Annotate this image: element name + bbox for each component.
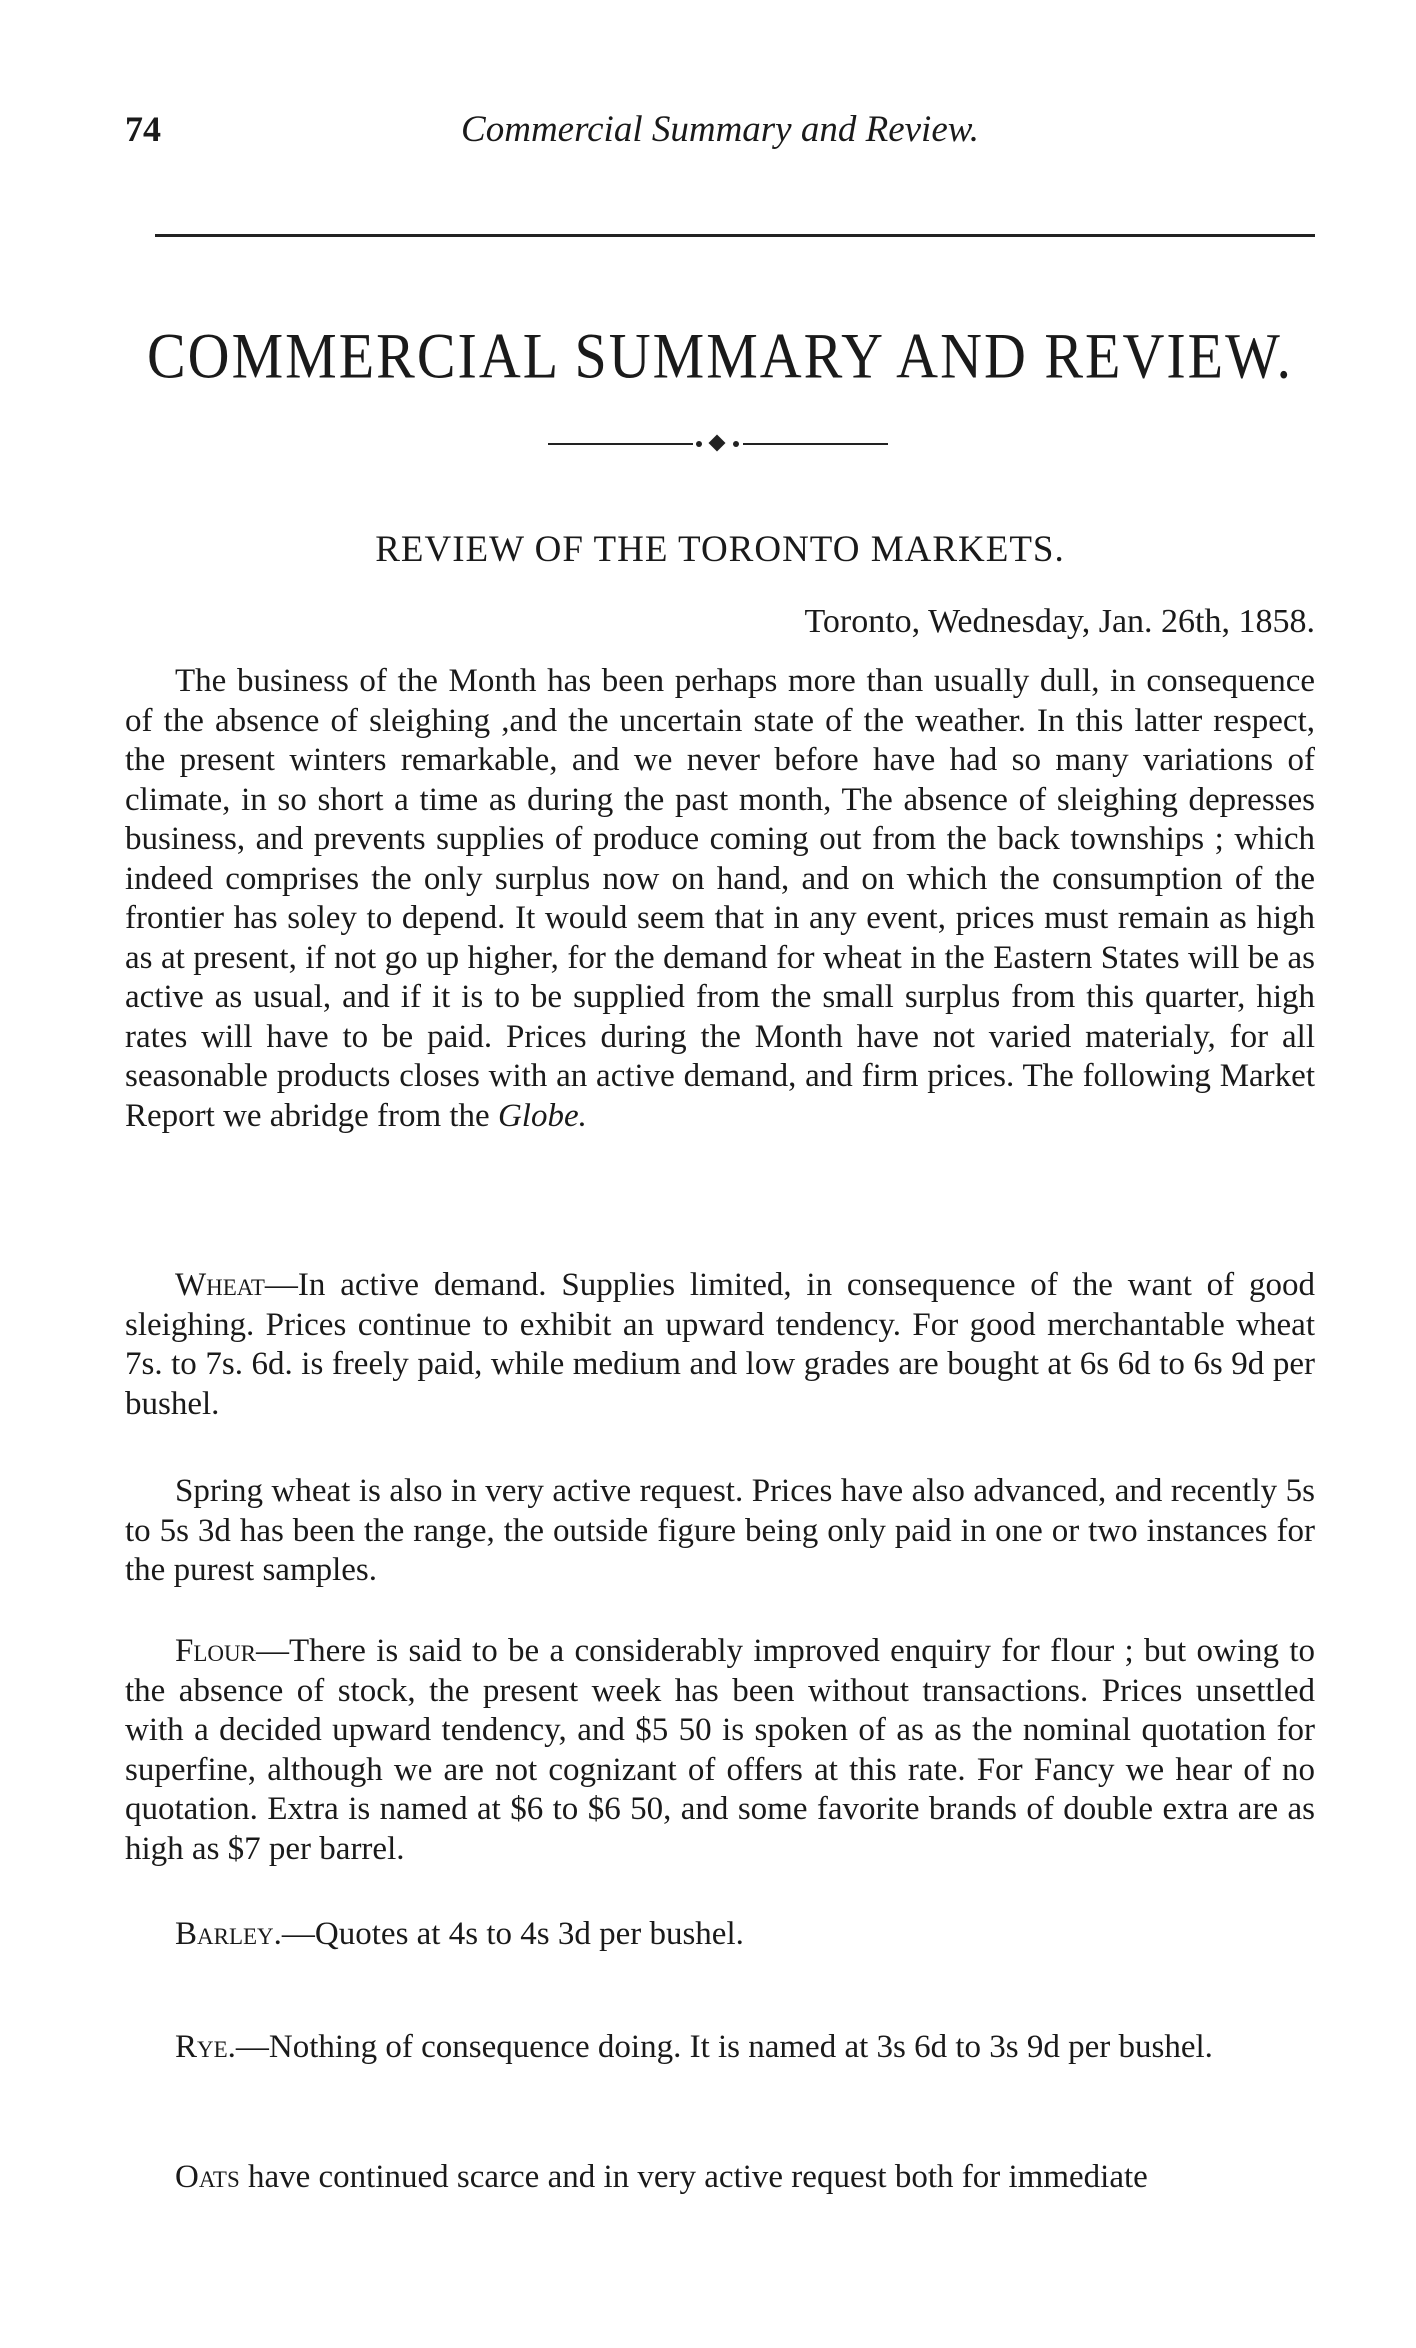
ornament-diamond [709, 435, 726, 452]
paragraph-oats [125, 2158, 1315, 2198]
wheat-text: —In active demand. Supplies limited, in consequence of the want of good sleighing. Prices continue to exhibit an upward tendency. For good merchantable wheat 7s. to 7s. 6d. is freely paid, while medium and low grades are bought at 6s 6d to 6s 9d per bushel. [125, 1267, 1315, 1422]
rye-lead: Rye. [175, 2029, 236, 2065]
paragraph-intro [125, 662, 1315, 1136]
flour-lead: Flour [175, 1633, 256, 1669]
page-number: 74 [125, 109, 161, 149]
intro-source: Globe. [497, 1097, 587, 1134]
flour-text: —There is said to be a considerably improved enquiry for flour ; but owing to the absence of stock, the present week has been without transactions. Prices unsettled with a decided upward tendency, and $5 50 is spoken of as as the nominal quotation for superfine, although we are not cognizant of offers at this rate. For Fancy we hear of no quotation. Extra is named at $6 to $6 50, and some favorite brands of double extra are as high as $7 per barrel. [125, 1633, 1315, 1867]
barley-lead: Barley. [175, 1916, 282, 1952]
paragraph-rye [125, 2028, 1315, 2068]
header-rule [155, 234, 1315, 237]
spring-wheat-text: Spring wheat is also in very active request. Prices have also advanced, and recently 5s to 5s 3d has been the range, the outside figure being only paid in one or two instances for the purest samples. [125, 1473, 1315, 1588]
paragraph-barley [125, 1915, 1315, 1955]
paragraph-flour [125, 1632, 1315, 1869]
ornament-divider-icon [548, 437, 888, 451]
oats-text: have continued scarce and in very active request both for immediate [239, 2159, 1148, 2195]
running-title: Commercial Summary and Review. [461, 109, 979, 150]
rye-text: —Nothing of consequence doing. It is named at 3s 6d to 3s 9d per bushel. [235, 2029, 1213, 2065]
section-subtitle: REVIEW OF THE TORONTO MARKETS. [375, 529, 1065, 570]
main-title: COMMERCIAL SUMMARY AND REVIEW. [147, 319, 1293, 392]
paragraph-spring-wheat [125, 1472, 1315, 1591]
wheat-lead: Wheat [175, 1267, 265, 1303]
paragraph-wheat [125, 1266, 1315, 1424]
barley-text: —Quotes at 4s to 4s 3d per bushel. [281, 1916, 744, 1952]
ornament-dot-right [733, 441, 739, 447]
ornament-dot-left [696, 441, 702, 447]
ornament-line-right [743, 443, 888, 445]
ornament-line-left [548, 443, 693, 445]
running-head [125, 108, 1315, 158]
dateline: Toronto, Wednesday, Jan. 26th, 1858. [804, 603, 1315, 640]
intro-text: The business of the Month has been perhaps more than usually dull, in consequence of the absence of sleighing ,and the uncertain state of the weather. In this latter respect, the present winters remarkable, and we never before have had so many variations of climate, in so short a time as during the past month, The absence of sleighing depresses business, and prevents supplies of produce coming out from the back townships ; which indeed comprises the only surplus now on hand, and on which the consumption of the frontier has soley to depend. It would seem that in any event, prices must remain as high as at present, if not go up higher, for the demand for wheat in the Eastern States will be as active as usual, and if it is to be supplied from the small surplus from this quarter, high rates will have to be paid. Prices during the Month have not varied materialy, for all seasonable products closes with an active demand, and firm prices. The following Market Report we abridge from the [125, 663, 1315, 1134]
oats-lead: Oats [175, 2159, 240, 2195]
